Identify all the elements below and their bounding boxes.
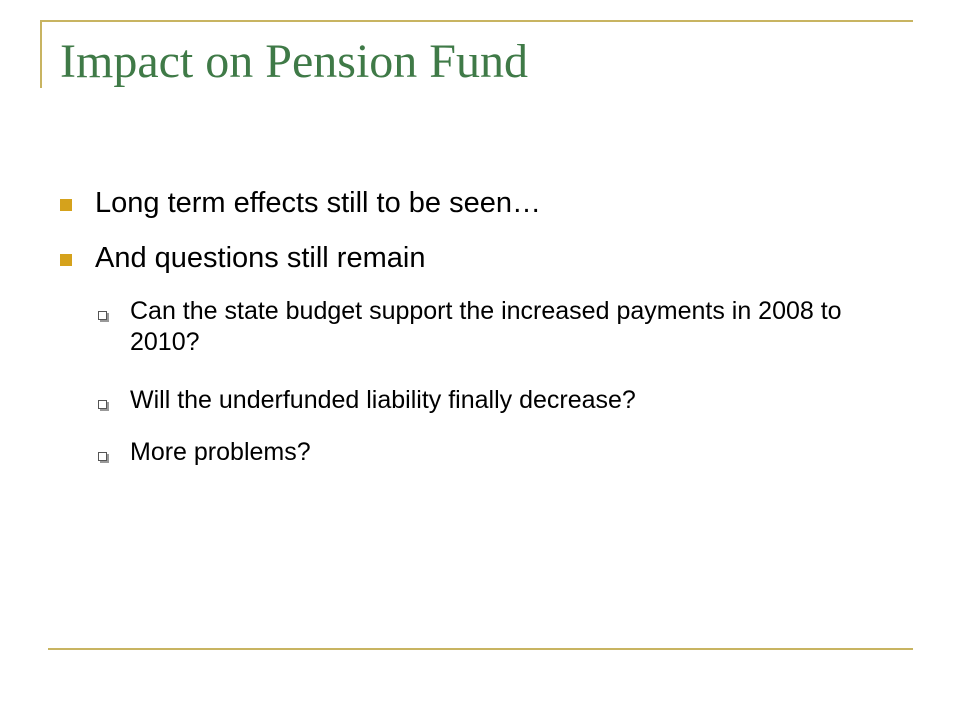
slide-title: Impact on Pension Fund	[60, 35, 528, 88]
square-bullet-icon	[60, 199, 72, 211]
hollow-square-bullet-icon	[98, 452, 107, 461]
hollow-square-bullet-icon	[98, 311, 107, 320]
frame-bottom-line	[48, 648, 913, 650]
sub-bullet-text: More problems?	[130, 438, 311, 466]
frame-top-line	[40, 20, 913, 22]
sub-bullet-text: Will the underfunded liability finally decrease?	[130, 386, 636, 414]
bullet-text: And questions still remain	[95, 242, 426, 274]
hollow-square-bullet-icon	[98, 400, 107, 409]
bullet-text: Long term effects still to be seen…	[95, 187, 541, 219]
frame-left-line	[40, 20, 42, 88]
sub-bullet-text: Can the state budget support the increased payments in 2008 to 2010?	[130, 297, 842, 356]
square-bullet-icon	[60, 254, 72, 266]
